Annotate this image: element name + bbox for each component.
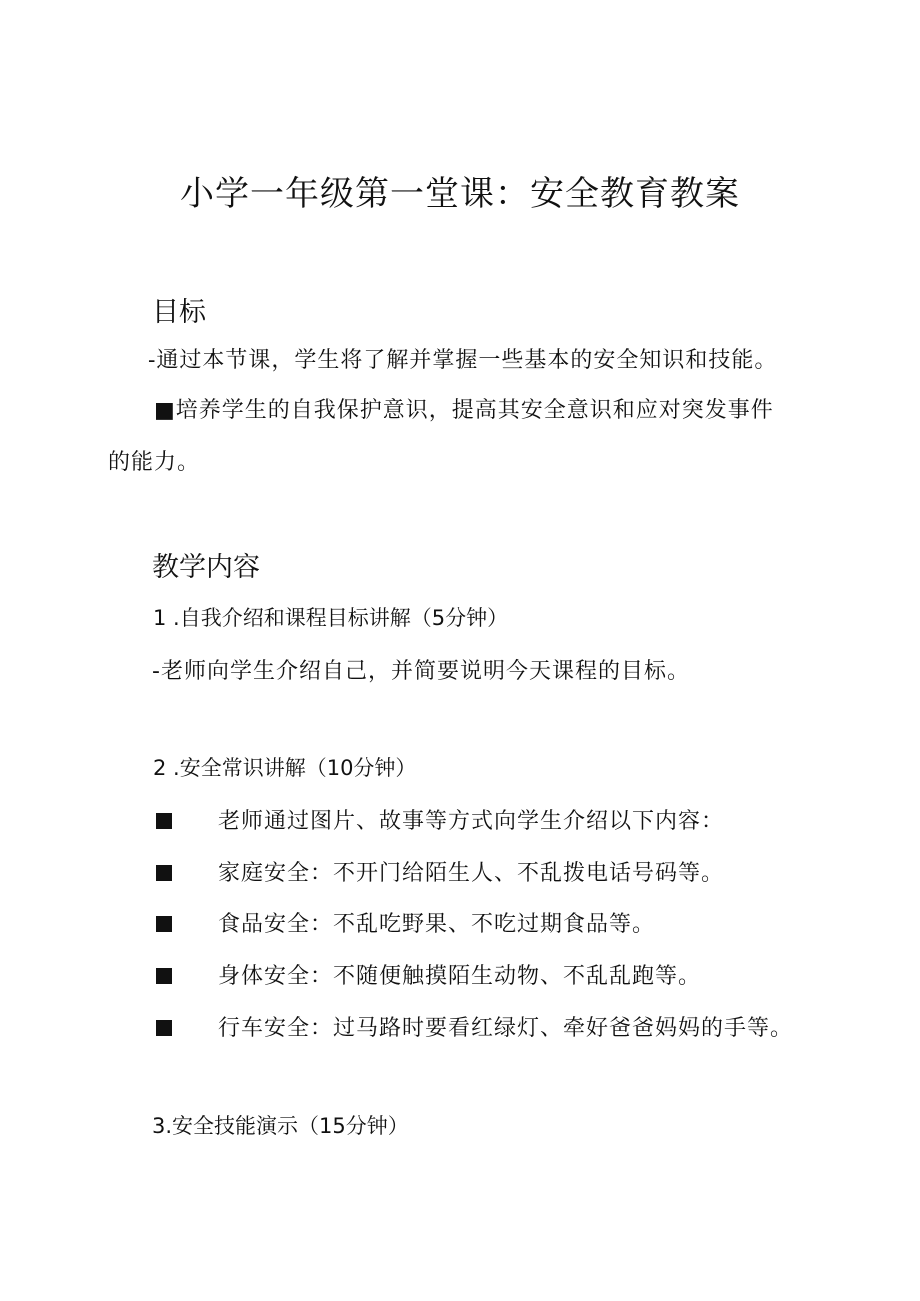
list-item [156, 804, 724, 835]
content-item-1-desc: -老师向学生介绍自己，并简要说明今天课程的目标。 [152, 659, 690, 684]
list-item [156, 856, 724, 887]
goal-line-2: ■培养学生的自我保护意识，提高其安全意识和应对突发事件 [154, 398, 774, 423]
content-item-3-title: 3.安全技能演示（15分钟） [152, 1114, 409, 1138]
content-item-2-title: 2 .安全常识讲解（10分钟） [153, 756, 417, 780]
document-title: 小学一年级第一堂课：安全教育教案 [180, 174, 740, 214]
list-item [156, 1011, 793, 1042]
list-item [156, 959, 701, 990]
list-item-text: 身体安全：不随便触摸陌生动物、不乱乱跑等。 [218, 964, 702, 989]
content-item-1-title: 1 .自我介绍和课程目标讲解（5分钟） [153, 606, 509, 630]
list-item [156, 907, 655, 938]
list-item-text: 老师通过图片、故事等方式向学生介绍以下内容： [218, 809, 725, 834]
goal-line-1: -通过本节课，学生将了解并掌握一些基本的安全知识和技能。 [148, 348, 778, 373]
section-heading-goals: 目标 [152, 297, 206, 328]
square-bullet-icon [156, 916, 172, 932]
section-heading-content: 教学内容 [152, 552, 260, 583]
square-bullet-icon [156, 1020, 172, 1036]
list-item-text: 家庭安全：不开门给陌生人、不乱拨电话号码等。 [218, 861, 725, 886]
square-bullet-icon [156, 813, 172, 829]
square-bullet-icon [156, 865, 172, 881]
goal-line-2-continued: 的能力。 [108, 450, 201, 475]
square-bullet-icon [156, 968, 172, 984]
list-item-text: 食品安全：不乱吃野果、不吃过期食品等。 [218, 912, 656, 937]
list-item-text: 行车安全：过马路时要看红绿灯、牵好爸爸妈妈的手等。 [218, 1016, 794, 1041]
